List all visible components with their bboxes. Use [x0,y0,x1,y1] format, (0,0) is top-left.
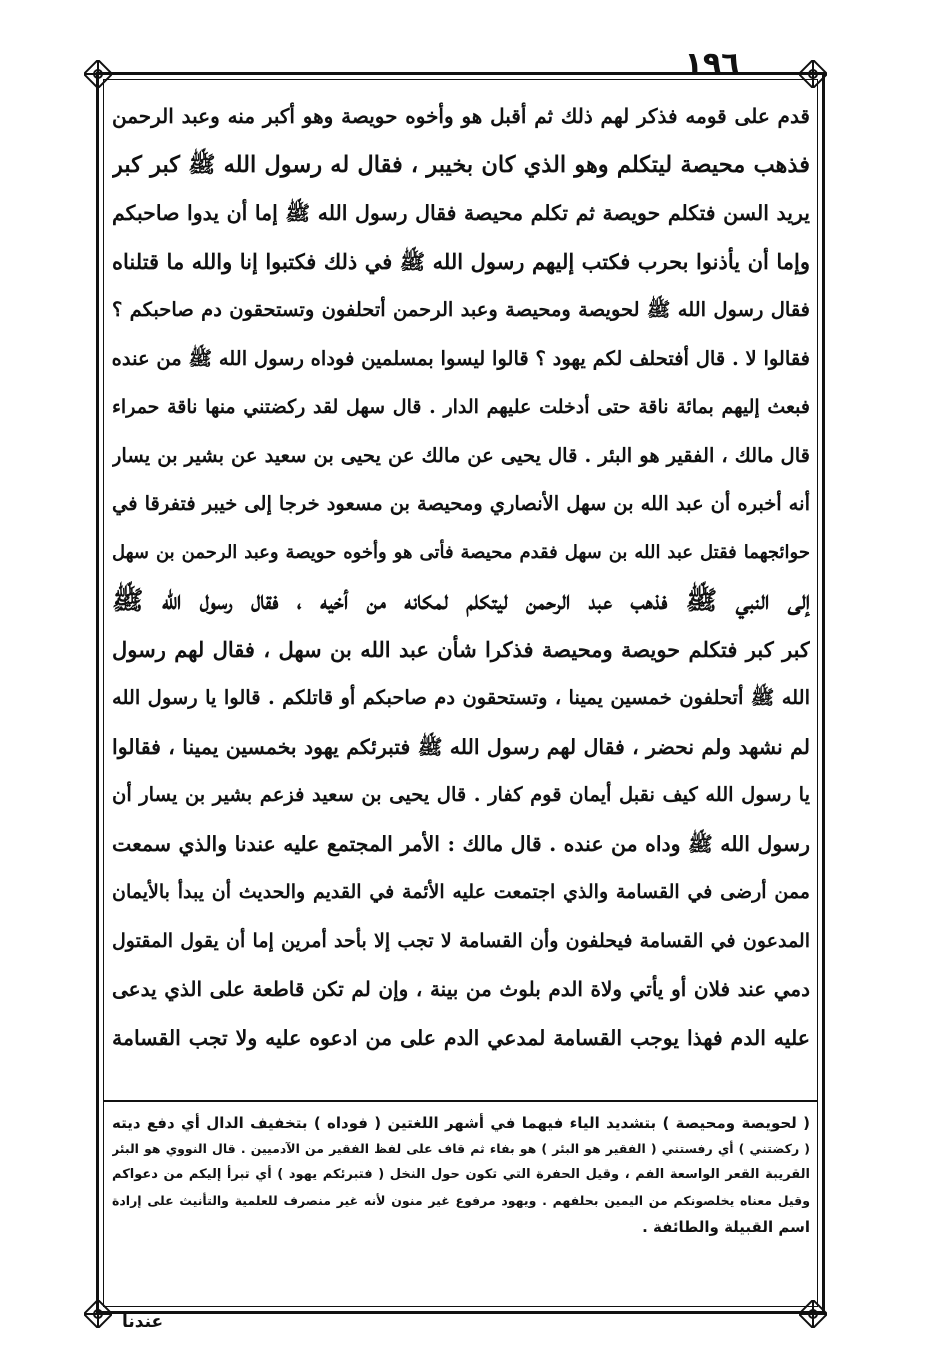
footnote-line: ( ركضتني ) أي رفستني ( الفقير هو البئر ) هو بفاء ثم قاف على لفظ الفقير من الآدميين . قال النووي هو البئر [112,1141,810,1156]
text-line: كبر كبر فتكلم حويصة ومحيصة فذكرا شأن عبد الله بن سهل ، فقال لهم رسول [112,636,810,662]
footnote-line: ( لحويصة ومحيصة ) بتشديد الياء فيهما في أشهر اللغتين ( فوداه ) بتخفيف الدال أي دفع ديته [112,1114,810,1132]
text-line: عليه الدم فهذا يوجب القسامة لمدعي الدم على من ادعوه عليه ولا تجب القسامة [112,1025,810,1050]
text-line: ممن أرضى في القسامة والذي اجتمعت عليه الأئمة في القديم والحديث أن يبدأ بالأيمان [112,881,810,903]
corner-ornament-icon [84,60,112,88]
text-line: فقالوا لا . قال أفتحلف لكم يهود ؟ قالوا ليسوا بمسلمين فوداه رسول الله ﷺ من عنده [112,346,810,370]
footnote-divider [103,1100,818,1102]
main-text-block [112,92,810,1062]
corner-ornament-icon [84,1300,112,1328]
corner-ornament-icon [799,1300,827,1328]
text-line: إلى النبي ﷺ فذهب عبد الرحمن ليتكلم لمكانه من أخيه ، فقال رسول الله ﷺ [112,586,810,616]
text-line: فبعث إليهم بمائة ناقة حتى أدخلت عليهم الدار . قال سهل لقد ركضتني منها ناقة حمراء [112,396,810,418]
text-line: دمي عند فلان أو يأتي ولاة الدم بلوث من بينة ، وإن لم تكن قاطعة على الذي يدعى [112,977,810,1001]
text-line: لم نشهد ولم نحضر ، فقال لهم رسول الله ﷺ فتبرئكم يهود بخمسين يمينا ، فقالوا [112,734,810,759]
corner-ornament-icon [799,60,827,88]
footnotes-block [112,1110,810,1240]
text-line: رسول الله ﷺ وداه من عنده . قال مالك : الأمر المجتمع عليه عندنا والذي سمعت [112,831,810,856]
text-line: يريد السن فتكلم حويصة ثم تكلم محيصة فقال رسول الله ﷺ إما أن يدوا صاحبكم [112,201,810,225]
text-line: يا رسول الله كيف نقبل أيمان قوم كفار . قال يحيى بن سعيد فزعم بشير بن يسار أن [112,783,810,806]
text-line: أنه أخبره أن عبد الله بن سهل الأنصاري ومحيصة بن مسعود خرجا إلى خيبر فتفرقا في [112,492,810,515]
footnote-line: اسم القبيلة والطائفة . [642,1218,810,1236]
text-line: فقال رسول الله ﷺ لحويصة ومحيصة وعبد الرحمن أتحلفون وتستحقون دم صاحبكم ؟ [112,298,810,321]
catchword: عندنا [122,1312,164,1332]
text-line: قال مالك ، الفقير هو البئر . قال يحيى عن مالك عن يحيى بن سعيد عن بشير بن يسار [112,443,810,467]
footnote-line: وقيل معناه يخلصونكم من اليمين بحلفهم . ويهود مرفوع غير منون لأنه غير منصرف للعلمية والتأنيث على إرادة [112,1193,810,1208]
text-line: وإما أن يأذنوا بحرب فكتب إليهم رسول الله ﷺ في ذلك فكتبوا إنا والله ما قتلناه [112,248,810,274]
page-number: ١٩٦ [684,46,740,81]
footnote-line: القريبة القعر الواسعة الفم ، وقيل الحفرة التي تكون حول النخل ( فتبرئكم يهود ) أي تبرأ إليكم من دعواكم [112,1167,810,1182]
text-line: المدعون في القسامة فيحلفون وأن القسامة لا تجب إلا بأحد أمرين إما أن يقول المقتول [112,929,810,952]
text-line: الله ﷺ أتحلفون خمسين يمينا ، وتستحقون دم صاحبكم أو قاتلكم . قالوا يا رسول الله [112,686,810,709]
text-line: حوائجهما فقتل عبد الله بن سهل فقدم محيصة فأتى هو وأخوه حويصة وعبد الرحمن بن سهل [112,541,810,563]
text-line: قدم على قومه فذكر لهم ذلك ثم أقبل هو وأخوه حويصة وهو أكبر منه وعبد الرحمن [112,104,810,128]
text-line: فذهب محيصة ليتكلم وهو الذي كان بخيبر ، فقال له رسول الله ﷺ كبر كبر [112,151,810,178]
